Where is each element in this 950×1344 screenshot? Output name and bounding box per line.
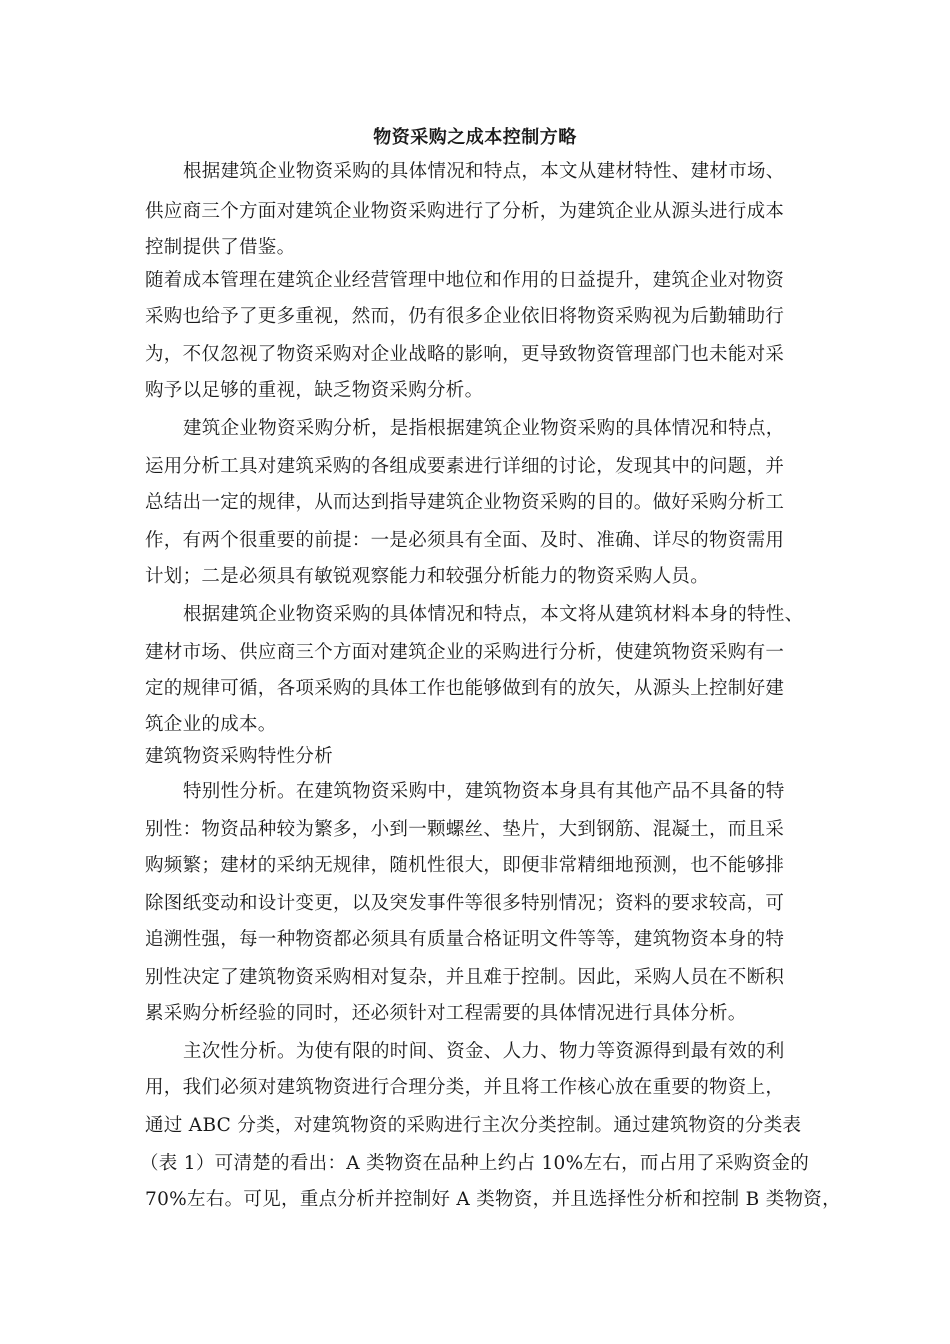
text-line: 根据建筑企业物资采购的具体情况和特点，本文将从建筑材料本身的特性、 [183, 604, 804, 625]
text-line: 总结出一定的规律，从而达到指导建筑企业物资采购的目的。做好采购分析工 [145, 492, 785, 513]
text-line: 别性决定了建筑物资采购相对复杂，并且难于控制。因此，采购人员在不断积 [145, 967, 785, 988]
text-line: 定的规律可循，各项采购的具体工作也能够做到有的放矢，从源头上控制好建 [145, 678, 785, 699]
text-line: 计划；二是必须具有敏锐观察能力和较强分析能力的物资采购人员。 [145, 566, 710, 587]
text-line: 除图纸变动和设计变更，以及突发事件等很多特别情况；资料的要求较高，可 [145, 893, 785, 914]
text-line: 累采购分析经验的同时，还必须针对工程需要的具体情况进行具体分析。 [145, 1003, 747, 1024]
text-line: 为，不仅忽视了物资采购对企业战略的影响，更导致物资管理部门也未能对采 [145, 344, 785, 365]
text-line: 运用分析工具对建筑采购的各组成要素进行详细的讨论，发现其中的问题，并 [145, 456, 785, 477]
text-line: 随着成本管理在建筑企业经营管理中地位和作用的日益提升，建筑企业对物资 [145, 270, 785, 291]
text-line: 建筑企业物资采购分析，是指根据建筑企业物资采购的具体情况和特点， [183, 418, 785, 439]
text-line: 购频繁；建材的采纳无规律，随机性很大，即便非常精细地预测，也不能够排 [145, 855, 785, 876]
text-line: 控制提供了借鉴。 [145, 237, 296, 258]
text-line: 作，有两个很重要的前提：一是必须具有全面、及时、准确、详尽的物资需用 [145, 530, 785, 551]
text-line: 别性：物资品种较为繁多，小到一颗螺丝、垫片，大到钢筋、混凝土，而且采 [145, 819, 785, 840]
text-line: 通过 ABC 分类，对建筑物资的采购进行主次分类控制。通过建筑物资的分类表 [145, 1115, 802, 1136]
text-line: 70%左右。可见，重点分析并控制好 A 类物资，并且选择性分析和控制 B 类物资， [145, 1189, 841, 1210]
text-line: （表 1）可清楚的看出：A 类物资在品种上约占 10%左右，而占用了采购资金的 [140, 1153, 810, 1174]
text-line: 购予以足够的重视，缺乏物资采购分析。 [145, 380, 484, 401]
text-line: 供应商三个方面对建筑企业物资采购进行了分析，为建筑企业从源头进行成本 [145, 201, 785, 222]
section-heading: 建筑物资采购特性分析 [145, 746, 334, 767]
text-line: 追溯性强，每一种物资都必须具有质量合格证明文件等等，建筑物资本身的特 [145, 929, 785, 950]
text-line: 根据建筑企业物资采购的具体情况和特点，本文从建材特性、建材市场、 [183, 161, 785, 182]
text-line: 用，我们必须对建筑物资进行合理分类，并且将工作核心放在重要的物资上， [145, 1077, 785, 1098]
text-line: 筑企业的成本。 [145, 714, 277, 735]
text-line: 建材市场、供应商三个方面对建筑企业的采购进行分析，使建筑物资采购有一 [145, 642, 785, 663]
text-line: 特别性分析。在建筑物资采购中，建筑物资本身具有其他产品不具备的特 [183, 781, 785, 802]
text-line: 采购也给予了更多重视，然而，仍有很多企业依旧将物资采购视为后勤辅助行 [145, 306, 785, 327]
text-line: 主次性分析。为使有限的时间、资金、人力、物力等资源得到最有效的利 [183, 1041, 785, 1062]
document-title: 物资采购之成本控制方略 [373, 127, 577, 148]
